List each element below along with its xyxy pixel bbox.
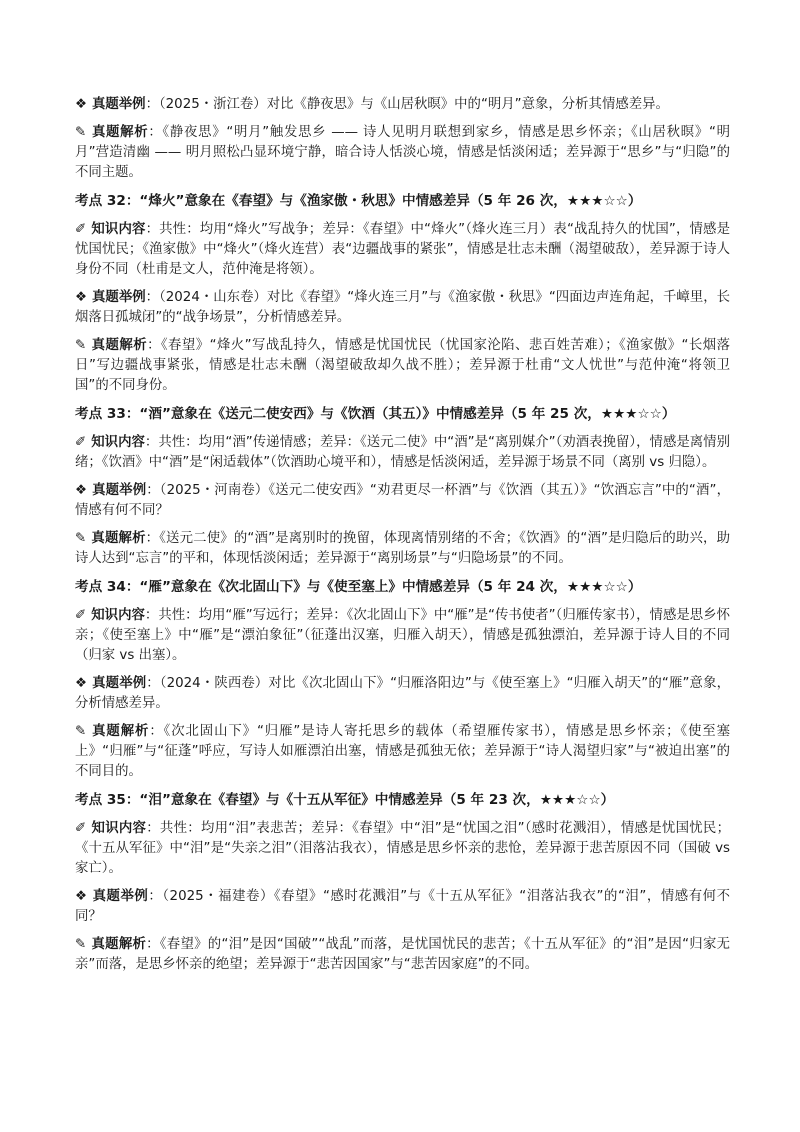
diamond-bullet-icon: ❖ xyxy=(75,97,88,112)
pencil-icon: ✎ xyxy=(75,338,87,353)
analysis-text: ：《春望》的“泪”是因“国破”“战乱”而落，是忧国忧民的悲苦；《十五从军征》的“泪”是因“归家无亲”而落，是思乡怀亲的绝望；差异源于“悲苦因国家”与“悲苦因家庭”的不同。 xyxy=(75,937,730,972)
analysis-label: 真题解析 xyxy=(91,531,146,546)
document-page xyxy=(75,95,730,983)
section-heading-34: 考点 34：“雁”意象在《次北固山下》与《使至塞上》中情感差异（5 年 24 次，★★★☆☆） xyxy=(75,579,642,595)
diamond-bullet-icon: ❖ xyxy=(75,676,88,691)
pencil-icon: ✎ xyxy=(75,937,87,952)
section-heading-32: 考点 32：“烽火”意象在《春望》与《渔家傲・秋思》中情感差异（5 年 26 次，★★★☆☆） xyxy=(75,193,642,209)
example-text: ：（2024・陕西卷）对比《次北固山下》“归雁洛阳边”与《使至塞上》“归雁入胡天”的“雁”意象，分析情感差异。 xyxy=(75,676,730,711)
pen-icon: ✐ xyxy=(75,608,87,623)
pencil-icon: ✎ xyxy=(75,125,87,140)
pen-icon: ✐ xyxy=(75,222,87,237)
knowledge-text: ：共性：均用“泪”表悲苦；差异：《春望》中“泪”是“忧国之泪”（感时花溅泪），情感是忧国忧民；《十五从军征》中“泪”是“失亲之泪”（泪落沾我衣），情感是思乡怀亲的悲怆，差异源于悲苦原因不同（国破 vs 家亡）。 xyxy=(75,821,730,876)
exam-example-paragraph xyxy=(75,674,730,714)
diamond-bullet-icon: ❖ xyxy=(75,290,88,305)
diamond-bullet-icon: ❖ xyxy=(75,483,88,498)
knowledge-paragraph xyxy=(75,606,730,666)
analysis-text: ：《静夜思》“明月”触发思乡 —— 诗人见明月联想到家乡，情感是思乡怀亲；《山居秋暝》“明月”营造清幽 —— 明月照松凸显环境宁静，暗合诗人恬淡心境，情感是恬淡闲适；差异源于“思乡”与“归隐”的不同主题。 xyxy=(75,125,731,180)
example-label: 真题举例 xyxy=(92,889,149,904)
knowledge-label: 知识内容 xyxy=(91,435,145,450)
knowledge-paragraph xyxy=(75,220,730,280)
pencil-icon: ✎ xyxy=(75,724,87,739)
knowledge-paragraph xyxy=(75,433,730,473)
analysis-label: 真题解析 xyxy=(91,338,148,353)
exam-example-paragraph xyxy=(75,887,730,927)
knowledge-label: 知识内容 xyxy=(91,821,147,836)
exam-example-paragraph xyxy=(75,481,730,521)
example-label: 真题举例 xyxy=(92,97,146,112)
analysis-text: ：《春望》“烽火”写战乱持久，情感是忧国忧民（忧国家沦陷、悲百姓苦难）；《渔家傲》“长烟落日”写边疆战事紧张，情感是壮志未酬（渴望破敌却久战不胜）；差异源于杜甫“文人忧世”与范仲淹“将领卫国”的不同身份。 xyxy=(75,338,731,393)
knowledge-text: ：共性：均用“雁”写远行；差异：《次北固山下》中“雁”是“传书使者”（归雁传家书），情感是思乡怀亲；《使至塞上》中“雁”是“漂泊象征”（征蓬出汉塞，归雁入胡天），情感是孤独漂泊，差异源于诗人目的不同（归家 vs 出塞）。 xyxy=(75,608,730,663)
exam-analysis-paragraph xyxy=(75,722,730,782)
knowledge-label: 知识内容 xyxy=(91,608,145,623)
example-text: ：（2024・山东卷）对比《春望》“烽火连三月”与《渔家傲・秋思》“四面边声连角起，千嶂里，长烟落日孤城闭”的“战争场景”，分析情感差异。 xyxy=(75,290,731,325)
knowledge-label: 知识内容 xyxy=(91,222,146,237)
knowledge-paragraph xyxy=(75,819,730,879)
example-text: ：（2025・浙江卷）对比《静夜思》与《山居秋暝》中的“明月”意象，分析其情感差异。 xyxy=(145,97,669,112)
pen-icon: ✐ xyxy=(75,435,87,450)
diamond-bullet-icon: ❖ xyxy=(75,889,88,904)
example-text: ：（2025・福建卷）《春望》“感时花溅泪”与《十五从军征》“泪落沾我衣”的“泪”，情感有何不同？ xyxy=(75,889,730,924)
example-label: 真题举例 xyxy=(92,676,147,691)
exam-analysis-paragraph xyxy=(75,336,730,396)
exam-example-paragraph xyxy=(75,95,730,115)
analysis-text: ：《送元二使》的“酒”是离别时的挽留，体现离情别绪的不舍；《饮酒》的“酒”是归隐后的助兴，助诗人达到“忘言”的平和，体现恬淡闲适；差异源于“离别场景”与“归隐场景”的不同。 xyxy=(75,531,730,566)
example-label: 真题举例 xyxy=(92,483,147,498)
section-heading-33: 考点 33：“酒”意象在《送元二使安西》与《饮酒（其五）》中情感差异（5 年 25 次，★★★☆☆） xyxy=(75,406,676,422)
exam-analysis-paragraph xyxy=(75,529,730,569)
example-text: ：（2025・河南卷）《送元二使安西》“劝君更尽一杯酒”与《饮酒（其五）》“饮酒忘言”中的“酒”，情感有何不同？ xyxy=(75,483,730,518)
exam-example-paragraph xyxy=(75,288,730,328)
exam-analysis-paragraph xyxy=(75,935,730,975)
analysis-label: 真题解析 xyxy=(91,125,149,140)
analysis-text: ：《次北固山下》“归雁”是诗人寄托思乡的载体（希望雁传家书），情感是思乡怀亲；《使至塞上》“归雁”与“征蓬”呼应，写诗人如雁漂泊出塞，情感是孤独无依；差异源于“诗人渴望归家”与“被迫出塞”的不同目的。 xyxy=(75,724,730,779)
knowledge-text: ：共性：均用“酒”传递情感；差异：《送元二使》中“酒”是“离别媒介”（劝酒表挽留），情感是离情别绪；《饮酒》中“酒”是“闲适载体”（饮酒助心境平和），情感是恬淡闲适，差异源于场景不同（离别 vs 归隐）。 xyxy=(75,435,730,470)
example-label: 真题举例 xyxy=(92,290,146,305)
analysis-label: 真题解析 xyxy=(91,724,150,739)
section-heading-35: 考点 35：“泪”意象在《春望》与《十五从军征》中情感差异（5 年 23 次，★★★☆☆） xyxy=(75,792,615,808)
pen-icon: ✐ xyxy=(75,821,87,836)
knowledge-text: ：共性：均用“烽火”写战争；差异：《春望》中“烽火”（烽火连三月）表“战乱持久的忧国”，情感是忧国忧民；《渔家傲》中“烽火”（烽火连营）表“边疆战事的紧张”，情感是壮志未酬（渴望破敌），差异源于诗人身份不同（杜甫是文人，范仲淹是将领）。 xyxy=(75,222,730,277)
pencil-icon: ✎ xyxy=(75,531,87,546)
analysis-label: 真题解析 xyxy=(91,937,147,952)
exam-analysis-paragraph xyxy=(75,123,730,183)
